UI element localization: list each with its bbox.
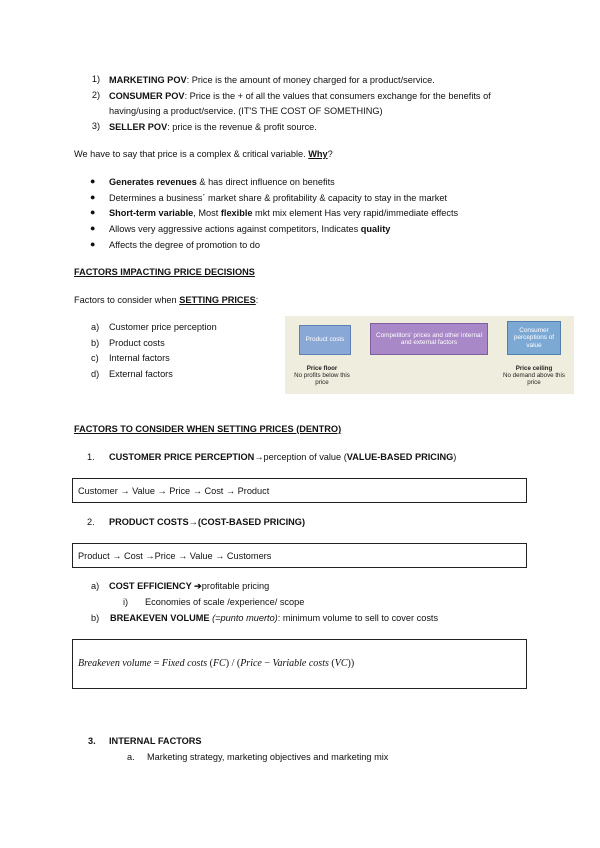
price-range-diagram [285, 316, 574, 394]
price-ceiling-text: No demand above this price [503, 372, 565, 386]
list-item: Customer price perception [109, 322, 217, 332]
list-item: SELLER POV: price is the revenue & profit source. [109, 122, 317, 132]
list-item: Internal factors [109, 353, 170, 363]
list-number: b) [91, 613, 100, 623]
list-number: 1) [91, 74, 100, 84]
factors-intro: Factors to consider when SETTING PRICES: [74, 295, 259, 305]
list-number: c) [91, 353, 99, 363]
list-number: 2) [91, 90, 100, 100]
breakeven-formula: Breakeven volume = Fixed costs (FC) / (Price − Variable costs (VC)) [78, 658, 355, 669]
list-item: INTERNAL FACTORS [109, 736, 202, 746]
list-number: a. [127, 752, 135, 762]
product-costs-box: Product costs [299, 325, 351, 355]
list-item: Product costs [109, 338, 165, 348]
list-item: External factors [109, 369, 173, 379]
list-number: d) [91, 369, 100, 379]
list-item: Economies of scale /experience/ scope [145, 597, 305, 607]
bullet-dot: ● [90, 192, 96, 202]
list-item: Allows very aggressive actions against competitors, Indicates quality [109, 224, 391, 234]
bullet-dot: ● [90, 223, 96, 233]
list-item: Generates revenues & has direct influence on benefits [109, 177, 335, 187]
list-item: PRODUCT COSTS→(COST-BASED PRICING) [109, 517, 306, 527]
price-floor-text: No profits below this price [294, 372, 350, 386]
list-item: COST EFFICIENCY ➔profitable pricing [109, 581, 270, 591]
list-item: CUSTOMER PRICE PERCEPTION→perception of value (VALUE-BASED PRICING) [109, 452, 457, 462]
consumer-perceptions-box: Consumer perceptions of value [507, 321, 561, 355]
bullet-dot: ● [90, 239, 96, 249]
list-item-continuation: having/using a product/service. (IT'S THE COST OF SOMETHING) [109, 106, 383, 116]
list-number: a) [91, 581, 100, 591]
price-ceiling-title: Price ceiling [515, 365, 553, 372]
flow-text: Product → Cost →Price → Value → Customers [78, 551, 272, 561]
list-item: Short-term variable, Most flexible mkt mix element Has very rapid/immediate effects [109, 208, 459, 218]
section-heading: FACTORS TO CONSIDER WHEN SETTING PRICES (DENTRO) [74, 424, 342, 434]
flow-box-cost-based [72, 543, 527, 568]
list-number: 2. [87, 517, 95, 527]
flow-text: Customer → Value → Price → Cost → Product [78, 486, 270, 496]
price-floor-title: Price floor [306, 365, 338, 372]
list-item: Affects the degree of promotion to do [109, 240, 261, 250]
list-number: b) [91, 338, 100, 348]
list-item: Marketing strategy, marketing objectives and marketing mix [147, 752, 389, 762]
bullet-dot: ● [90, 207, 96, 217]
list-number: 3. [88, 736, 96, 746]
list-item: BREAKEVEN VOLUME (=punto muerto): minimum volume to sell to cover costs [110, 613, 439, 623]
breakeven-formula-box [72, 639, 527, 689]
list-item: CONSUMER POV: Price is the + of all the values that consumers exchange for the benefits of [109, 91, 491, 101]
list-number: 3) [91, 121, 100, 131]
list-number: a) [91, 322, 100, 332]
competitors-box: Competitors' prices and other internal and external factors [370, 323, 488, 355]
list-item: MARKETING POV: Price is the amount of money charged for a product/service. [109, 75, 435, 85]
list-number: i) [123, 597, 129, 607]
list-number: 1. [87, 452, 95, 462]
section-heading: FACTORS IMPACTING PRICE DECISIONS [74, 267, 255, 277]
bullet-dot: ● [90, 176, 96, 186]
flow-box-value-based [72, 478, 527, 503]
list-item: Determines a business´ market share & profitability & capacity to stay in the market [109, 193, 448, 203]
intro-paragraph: We have to say that price is a complex & critical variable. Why? [74, 149, 333, 159]
